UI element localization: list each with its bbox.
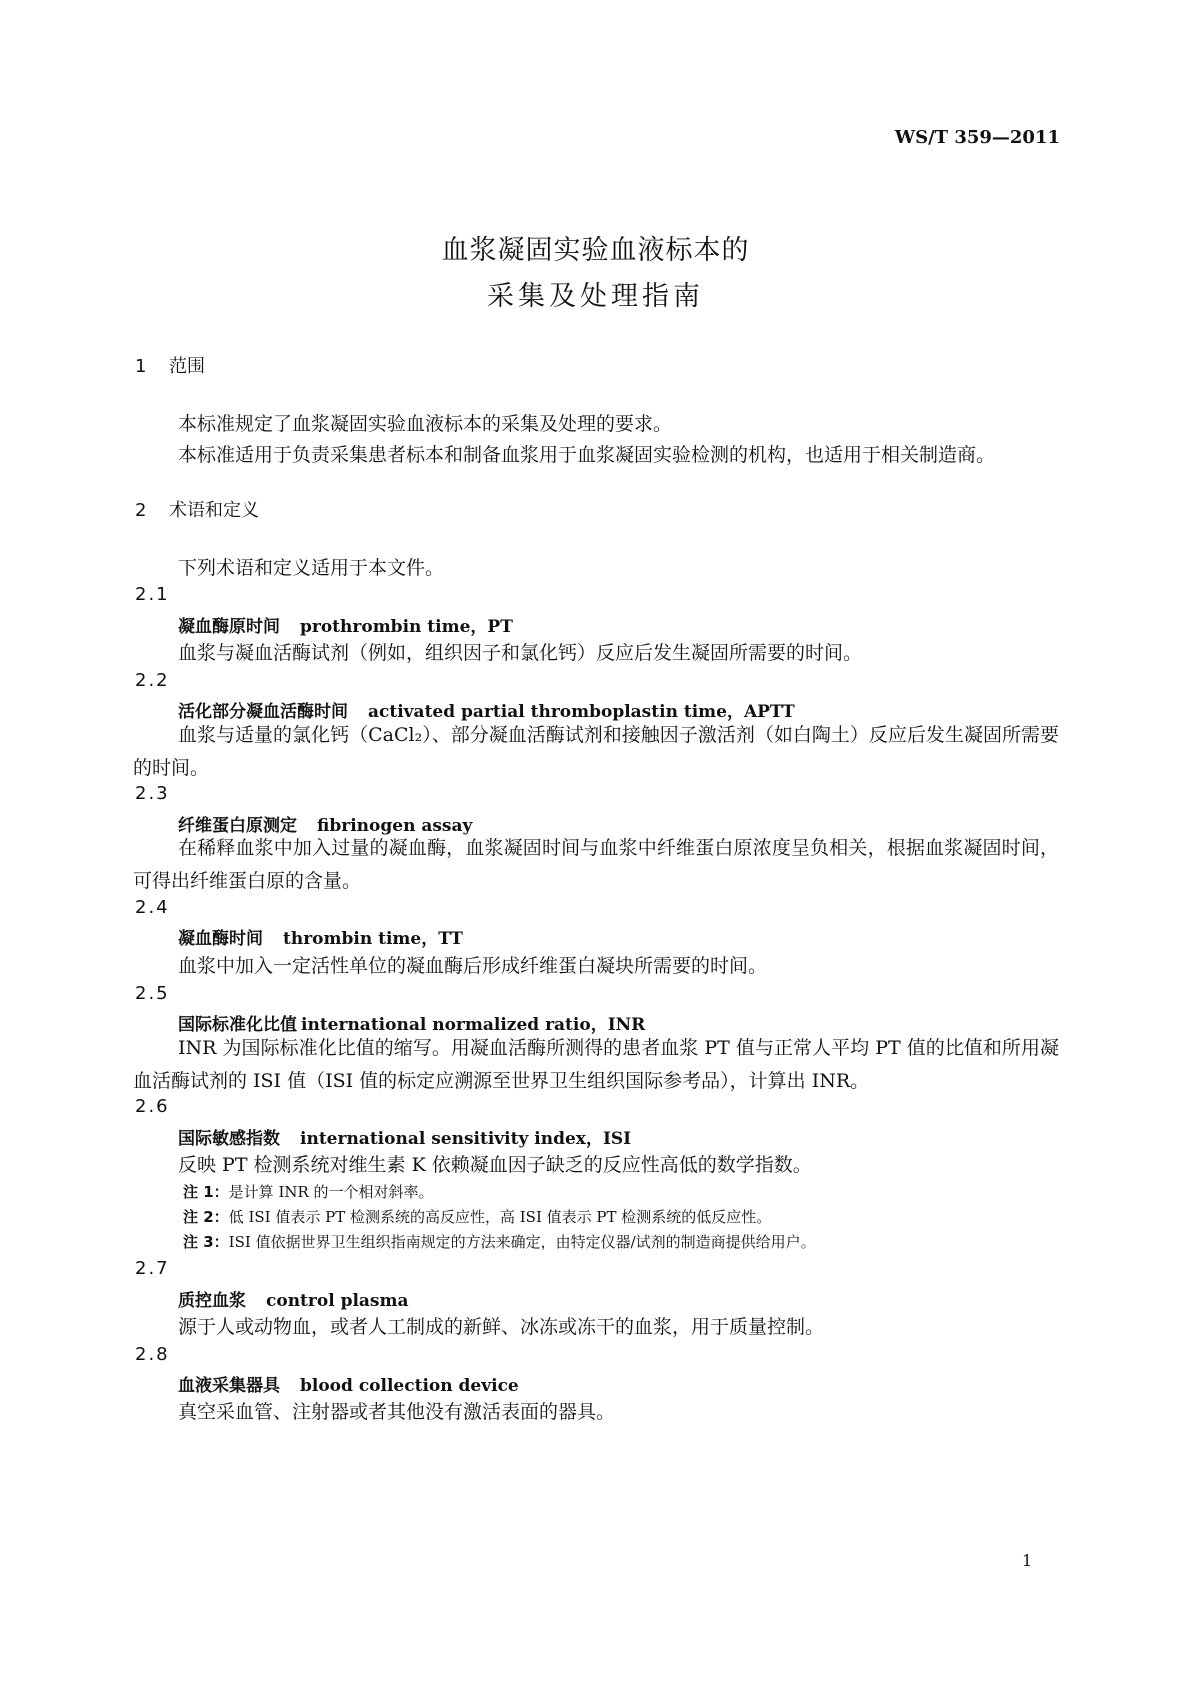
section-number: 1 [135, 356, 147, 377]
term-definition: INR 为国际标准化比值的缩写。用凝血活酶所测得的患者血浆 PT 值与正常人平均 PT 值的比值和所用凝血活酶试剂的 ISI 值（ISI 值的标定应溯源至世界卫生组织国际参考品），计算出 INR。 [133, 1037, 1059, 1092]
term-en: prothrombin time，PT [300, 617, 513, 637]
term-definition: 反映 PT 检测系统对维生素 K 依赖凝血因子缺乏的反应性高低的数学指数。 [178, 1154, 812, 1176]
term-definition: 源于人或动物血，或者人工制成的新鲜、冰冻或冻干的血浆，用于质量控制。 [178, 1316, 825, 1338]
term-zh: 质控血浆 [178, 1291, 246, 1311]
term-zh: 血液采集器具 [178, 1376, 280, 1396]
note-label: 注 1： [183, 1183, 229, 1201]
term-heading [178, 1286, 409, 1311]
note-1 [183, 1181, 434, 1202]
term-definition: 血浆与适量的氯化钙（CaCl₂）、部分凝血活酶试剂和接触因子激活剂（如白陶土）反应后发生凝固所需要的时间。 [133, 724, 1059, 779]
term-number: 2.8 [135, 1344, 170, 1365]
section-2-intro: 下列术语和定义适用于本文件。 [178, 557, 445, 579]
term-en: blood collection device [300, 1376, 519, 1396]
term-number: 2.7 [135, 1258, 170, 1279]
section-title: 术语和定义 [169, 500, 259, 521]
section-title: 范围 [169, 356, 205, 377]
term-heading [178, 1124, 631, 1149]
note-text: 低 ISI 值表示 PT 检测系统的高反应性，高 ISI 值表示 PT 检测系统的低反应性。 [228, 1208, 772, 1226]
section-2-heading [135, 496, 259, 522]
document-title-line-2: 采集及处理指南 [487, 281, 704, 312]
note-label: 注 2： [183, 1208, 229, 1226]
document-title-line-1: 血浆凝固实验血液标本的 [441, 235, 750, 266]
section-1-paragraph-1: 本标准规定了血浆凝固实验血液标本的采集及处理的要求。 [178, 413, 673, 435]
term-zh: 活化部分凝血活酶时间 [178, 702, 348, 722]
term-en: thrombin time，TT [283, 929, 463, 949]
term-heading [178, 612, 513, 637]
section-number: 2 [135, 500, 147, 521]
term-en: control plasma [266, 1291, 409, 1311]
note-2 [183, 1206, 771, 1227]
term-number: 2.2 [135, 670, 170, 691]
term-definition: 血浆与凝血活酶试剂（例如，组织因子和氯化钙）反应后发生凝固所需要的时间。 [178, 642, 863, 664]
term-heading [178, 924, 463, 949]
term-zh: 纤维蛋白原测定 [178, 816, 297, 836]
term-zh: 国际标准化比值 [178, 1015, 297, 1035]
term-heading [178, 1371, 519, 1396]
term-en: activated partial thromboplastin time，APTT [368, 702, 795, 722]
term-number: 2.6 [135, 1096, 170, 1117]
term-number: 2.5 [135, 983, 170, 1004]
term-en: international sensitivity index，ISI [300, 1129, 632, 1149]
term-number: 2.3 [135, 783, 170, 804]
note-label: 注 3： [183, 1233, 229, 1251]
section-1-heading [135, 352, 205, 378]
note-3 [183, 1231, 816, 1252]
term-zh: 凝血酶时间 [178, 929, 263, 949]
term-number: 2.4 [135, 897, 170, 918]
term-definition: 血浆中加入一定活性单位的凝血酶后形成纤维蛋白凝块所需要的时间。 [178, 955, 768, 977]
term-zh: 国际敏感指数 [178, 1129, 280, 1149]
term-definition: 真空采血管、注射器或者其他没有激活表面的器具。 [178, 1401, 616, 1423]
term-zh: 凝血酶原时间 [178, 617, 280, 637]
note-text: ISI 值依据世界卫生组织指南规定的方法来确定，由特定仪器/试剂的制造商提供给用户。 [228, 1233, 816, 1251]
term-en: international normalized ratio，INR [301, 1015, 646, 1035]
page-number: 1 [1022, 1551, 1033, 1570]
note-text: 是计算 INR 的一个相对斜率。 [228, 1183, 434, 1201]
term-definition: 在稀释血浆中加入过量的凝血酶，血浆凝固时间与血浆中纤维蛋白原浓度呈负相关，根据血浆凝固时间，可得出纤维蛋白原的含量。 [133, 837, 1059, 892]
term-en: fibrinogen assay [317, 816, 473, 836]
term-number: 2.1 [135, 584, 170, 605]
standard-code: WS/T 359—2011 [894, 127, 1060, 148]
section-1-paragraph-2: 本标准适用于负责采集患者标本和制备血浆用于血浆凝固实验检测的机构，也适用于相关制造商。 [178, 444, 996, 466]
